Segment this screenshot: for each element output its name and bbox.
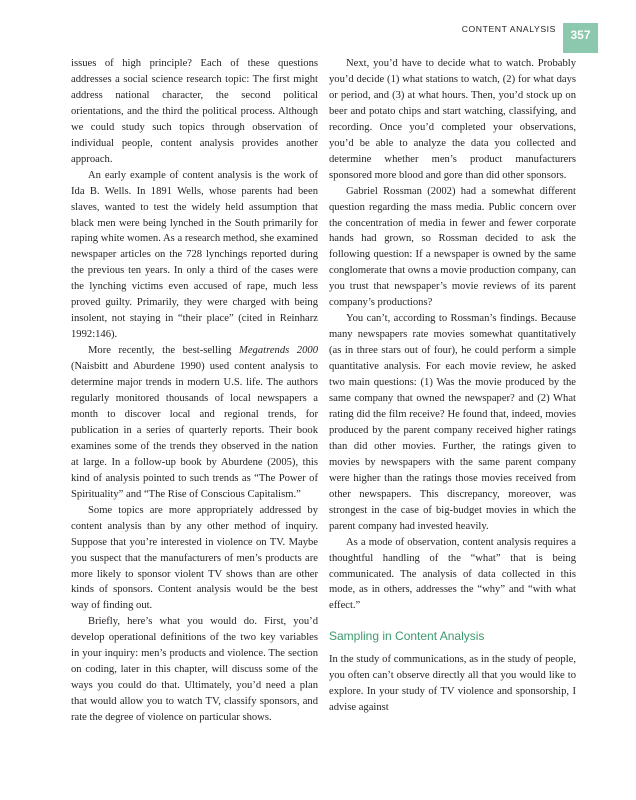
paragraph: Some topics are more appropriately addressed by content analysis than by any other method of inquiry. Suppose that you’re interested in violence on TV. Maybe you suspect that the manufacturers of men’s products are more likely to sponsor violent TV shows than are other kinds of sponsors. Content analysis would be the best way of finding out. — [71, 504, 318, 612]
paragraph: Gabriel Rossman (2002) had a somewhat different question regarding the mass media. Public concern over the concentration of media in fewer and fewer corporate hands had grown, so Rossman decided to ask the following question: If a newspaper is owned by the same conglomerate that owns a movie production company, can you trust that newspaper’s movie reviews of its parent company’s productions? — [329, 185, 577, 309]
left-column — [71, 56, 318, 726]
page-number: 357 — [563, 23, 598, 53]
paragraph: In the study of communications, as in the study of people, you often can’t observe directly all that you would like to explore. In your study of TV violence and sponsorship, I advise against — [329, 654, 576, 714]
section-heading: Sampling in Content Analysis — [329, 629, 485, 644]
book-title: Megatrends 2000 — [239, 345, 318, 357]
running-head: CONTENT ANALYSIS — [461, 24, 556, 34]
paragraph — [71, 343, 318, 503]
paragraph: Briefly, here’s what you would do. First, you’d develop operational definitions of the two key variables in your inquiry: men’s products and violence. The section on coding, later in this chapter, will discuss some of the ways you could do that. Ultimately, you’d need a plan that would allow you to watch TV, classify sponsors, and rate the degree of violence on particular shows. — [71, 616, 318, 724]
right-column — [329, 56, 576, 716]
paragraph: An early example of content analysis is the work of Ida B. Wells. In 1891 Wells, whose parents had been slaves, wanted to test the widely held assumption that black men were being lynched in the South primarily for raping white women. As a research method, she examined newspaper articles on the 728 lynchings reported during the previous ten years. In only a third of the cases were the lynching victims even accused of rape, much less proved guilty. Primarily, they were charged with being insolent, not staying in “their place” (cited in Reinharz 1992:146). — [71, 169, 318, 341]
paragraph: issues of high principle? Each of these questions addresses a social science research topic: The first might address national character, the second political orientations, and the third the political process. Although we could study such topics through observation of individual people, content analysis provides another approach. — [71, 58, 318, 165]
text-run: More recently, the best-selling — [88, 345, 240, 357]
paragraph: Next, you’d have to decide what to watch. Probably you’d decide (1) what stations to watch, (2) for what days or period, and (3) at what hours. Then, you’d stock up on beer and potato chips and start watching, classifying, and recording. Once you’d completed your observations, you’d be able to analyze the data you collected and determine whether men’s product manufacturers sponsored more blood and gore than did other sponsors. — [329, 58, 576, 181]
paragraph: You can’t, according to Rossman’s findings. Because many newspapers rate movies somewhat quantitatively (as in three stars out of four), he could perform a simple quantitative analysis. For each movie review, he asked two main questions: (1) Was the movie produced by the same company that owned the newspaper? and (2) What rating did the film receive? He found that, indeed, movies produced by the parent company received higher ratings than did other movies. Further, the ratings given to movies by newspapers with the same parent company were higher than the ratings those movies received from other newspapers. This discrepancy, moreover, was strongest in the case of big-budget movies in which the parent company had invested heavily. — [329, 313, 576, 532]
paragraph: As a mode of observation, content analysis requires a thoughtful handling of the “what” that is being communicated. The analysis of data collected in this mode, as in others, addresses the “why” and “with what effect.” — [329, 536, 576, 612]
text-run: (Naisbitt and Aburdene 1990) used content analysis to determine major trends in modern U.S. life. The authors regularly monitored thousands of local newspapers a month to discover local and regional trends, for publication in a series of quarterly reports. Their book examines some of the trends they observed in the nation at large. In a follow-up book by Aburdene (2005), this kind of analysis pointed to such trends as “The Power of Spirituality” and “The Rise of Conscious Capitalism.” — [71, 361, 318, 500]
